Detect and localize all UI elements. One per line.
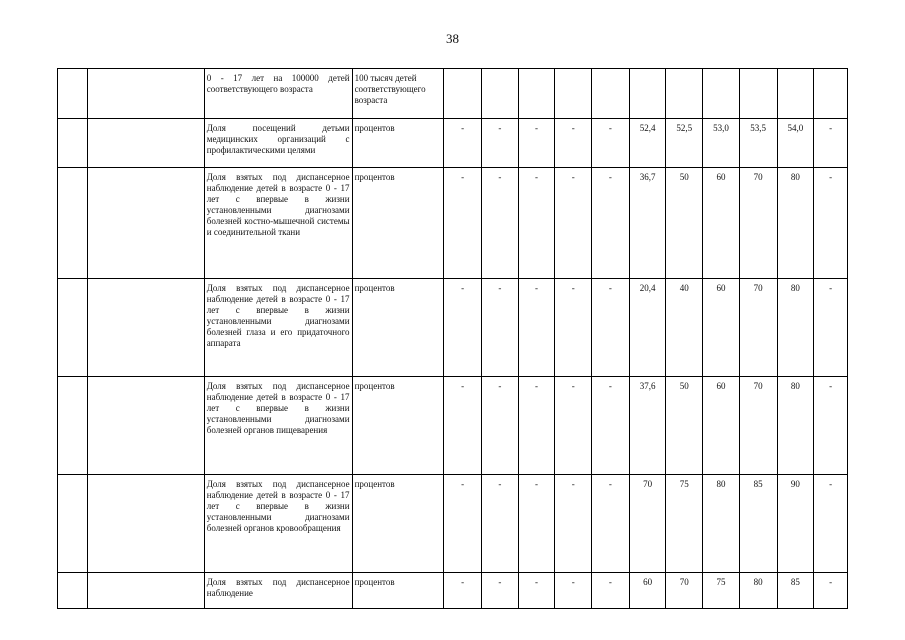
value-cell: 60 [703, 279, 740, 377]
row-number-cell [58, 119, 88, 168]
value-cell: - [814, 475, 848, 573]
value-cell [592, 69, 630, 119]
table-row [58, 573, 848, 609]
value-cell: 52,4 [629, 119, 666, 168]
value-cell [739, 69, 777, 119]
value-cell: 60 [629, 573, 666, 609]
value-cell: 80 [777, 279, 814, 377]
value-cell: - [482, 475, 519, 573]
table-row [58, 119, 848, 168]
value-cell: 70 [629, 475, 666, 573]
value-cell: - [555, 168, 592, 279]
unit-cell: процентов [352, 377, 444, 475]
value-cell: - [444, 279, 482, 377]
value-cell: - [444, 573, 482, 609]
value-cell: 60 [703, 377, 740, 475]
value-cell: 60 [703, 168, 740, 279]
page-number: 38 [446, 31, 459, 46]
indicator-cell: Доля посещений детьми медицинских организаций с профилактическими целями [204, 119, 352, 168]
value-cell: 70 [739, 377, 777, 475]
value-cell: 54,0 [777, 119, 814, 168]
value-cell: - [482, 168, 519, 279]
value-cell: 53,0 [703, 119, 740, 168]
value-cell: - [814, 119, 848, 168]
value-cell: - [518, 573, 555, 609]
value-cell: - [518, 168, 555, 279]
value-cell [703, 69, 740, 119]
indicator-cell: Доля взятых под диспансерное наблюдение детей в возрасте 0 - 17 лет с впервые в жизни установленными диагнозами болезней глаза и его придаточного аппарата [204, 279, 352, 377]
value-cell: 80 [739, 573, 777, 609]
value-cell: - [482, 377, 519, 475]
program-cell [87, 69, 204, 119]
table-row [58, 475, 848, 573]
row-number-cell [58, 279, 88, 377]
value-cell: - [444, 168, 482, 279]
indicator-cell: 0 - 17 лет на 100000 детей соответствующего возраста [204, 69, 352, 119]
value-cell: - [592, 119, 630, 168]
value-cell: - [592, 475, 630, 573]
table-row [58, 168, 848, 279]
value-cell: 70 [739, 168, 777, 279]
program-cell [87, 573, 204, 609]
value-cell [444, 69, 482, 119]
indicator-cell: Доля взятых под диспансерное наблюдение детей в возрасте 0 - 17 лет с впервые в жизни установленными диагнозами болезней органов пищеварения [204, 377, 352, 475]
value-cell: - [518, 119, 555, 168]
value-cell: 37,6 [629, 377, 666, 475]
value-cell: 90 [777, 475, 814, 573]
program-cell [87, 168, 204, 279]
value-cell: 75 [666, 475, 703, 573]
value-cell: - [518, 377, 555, 475]
value-cell: - [555, 475, 592, 573]
table-row [58, 279, 848, 377]
row-number-cell [58, 69, 88, 119]
value-cell: 36,7 [629, 168, 666, 279]
value-cell [482, 69, 519, 119]
value-cell: - [592, 168, 630, 279]
row-number-cell [58, 573, 88, 609]
program-cell [87, 279, 204, 377]
value-cell: 80 [777, 377, 814, 475]
value-cell: - [482, 119, 519, 168]
value-cell: - [444, 119, 482, 168]
value-cell: - [444, 377, 482, 475]
indicator-cell: Доля взятых под диспансерное наблюдение детей в возрасте 0 - 17 лет с впервые в жизни установленными диагнозами болезней костно-мышечной системы и соединительной ткани [204, 168, 352, 279]
program-cell [87, 475, 204, 573]
table-row [58, 69, 848, 119]
row-number-cell [58, 377, 88, 475]
row-number-cell [58, 168, 88, 279]
value-cell: - [555, 279, 592, 377]
value-cell: - [555, 377, 592, 475]
value-cell: 80 [777, 168, 814, 279]
value-cell: - [814, 168, 848, 279]
value-cell: 52,5 [666, 119, 703, 168]
value-cell: 50 [666, 168, 703, 279]
value-cell: 70 [666, 573, 703, 609]
value-cell: - [482, 279, 519, 377]
unit-cell: процентов [352, 279, 444, 377]
value-cell: 70 [739, 279, 777, 377]
value-cell: - [518, 279, 555, 377]
value-cell: 80 [703, 475, 740, 573]
value-cell: - [592, 377, 630, 475]
value-cell [555, 69, 592, 119]
value-cell: - [518, 475, 555, 573]
value-cell: - [482, 573, 519, 609]
table-row [58, 377, 848, 475]
value-cell: 40 [666, 279, 703, 377]
value-cell [777, 69, 814, 119]
indicator-cell: Доля взятых под диспансерное наблюдение [204, 573, 352, 609]
value-cell: 85 [777, 573, 814, 609]
value-cell: 85 [739, 475, 777, 573]
value-cell [518, 69, 555, 119]
value-cell: - [814, 377, 848, 475]
value-cell: 53,5 [739, 119, 777, 168]
row-number-cell [58, 475, 88, 573]
value-cell: 20,4 [629, 279, 666, 377]
indicators-table [57, 68, 848, 609]
value-cell: - [555, 119, 592, 168]
table-body [58, 69, 848, 609]
unit-cell: процентов [352, 119, 444, 168]
program-cell [87, 377, 204, 475]
unit-cell: процентов [352, 168, 444, 279]
value-cell [629, 69, 666, 119]
value-cell [666, 69, 703, 119]
unit-cell: процентов [352, 475, 444, 573]
unit-cell: 100 тысяч детей соответствующего возраста [352, 69, 444, 119]
unit-cell: процентов [352, 573, 444, 609]
value-cell: - [444, 475, 482, 573]
indicator-cell: Доля взятых под диспансерное наблюдение детей в возрасте 0 - 17 лет с впервые в жизни установленными диагнозами болезней органов кровообращения [204, 475, 352, 573]
value-cell [814, 69, 848, 119]
value-cell: - [592, 573, 630, 609]
program-cell [87, 119, 204, 168]
value-cell: - [814, 573, 848, 609]
value-cell: 50 [666, 377, 703, 475]
value-cell: - [814, 279, 848, 377]
value-cell: - [555, 573, 592, 609]
value-cell: - [592, 279, 630, 377]
value-cell: 75 [703, 573, 740, 609]
